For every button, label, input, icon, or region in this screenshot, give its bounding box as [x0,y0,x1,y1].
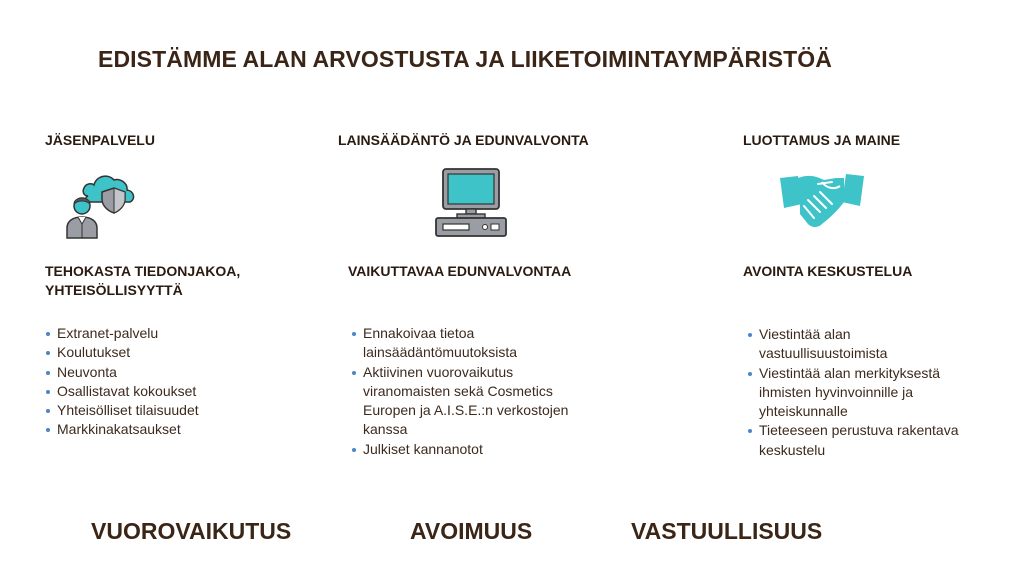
value-vastuullisuus: VASTUULLISUUS [631,518,823,544]
column-title-lainsaadanto: LAINSÄÄDÄNTÖ JA EDUNVALVONTA [338,132,589,148]
subtitle-line: YHTEISÖLLISYYTTÄ [45,282,183,298]
list-item-line: Viestintää alan [759,326,851,342]
list-item-line: Europen ja A.I.S.E.:n verkostojen [363,402,569,419]
list-item [747,421,1007,460]
subtitle-line: AVOINTA KESKUSTELUA [743,263,913,279]
list-item-line: kanssa [363,421,408,438]
list-item-line: ihmisten hyvinvoinnille ja [759,383,914,400]
list-item [351,440,611,459]
list-item: Koulutukset [45,343,285,362]
list-item [747,325,1007,364]
list-item-line: Aktiivinen vuorovaikutus [363,363,514,380]
list-item-line: yhteiskunnalle [759,403,848,420]
value-avoimuus: AVOIMUUS [410,518,533,544]
list-item: Markkinakatsaukset [45,420,285,439]
list-item: Extranet-palvelu [45,324,285,343]
list-item-line: vastuullisuustoimista [759,345,888,362]
list-item-line: Tieteeseen perustuva rakentava [759,422,959,439]
list-item: Yhteisölliset tilaisuudet [45,401,285,420]
list-item-line: lainsäädäntömuutoksista [363,344,518,361]
bullet-list [45,324,285,440]
column-subtitle [45,262,240,300]
list-item [747,364,1007,422]
handshake-icon [778,170,866,241]
bullet-list [747,325,1007,460]
column-title-jasenpalvelu: JÄSENPALVELU [45,132,155,148]
list-item: Osallistavat kokoukset [45,382,285,401]
bullet-list [351,324,611,459]
list-item [351,324,611,363]
list-item-line: viranomaisten sekä Cosmetics [363,382,553,399]
page-title: EDISTÄMME ALAN ARVOSTUSTA JA LIIKETOIMINTAYMPÄRISTÖÄ [98,46,832,72]
desktop-computer-icon [433,167,509,244]
list-item [351,363,611,440]
column-title-luottamus: LUOTTAMUS JA MAINE [743,132,901,148]
list-item-line: Ennakoivaa tietoa [363,325,475,341]
subtitle-line: TEHOKASTA TIEDONJAKOA, [45,263,241,279]
column-subtitle [348,262,571,281]
list-item-line: Viestintää alan merkityksestä [759,364,941,381]
list-item-line: Julkiset kannanotot [363,440,483,457]
user-cloud-shield-icon [64,166,140,245]
column-subtitle [743,262,912,281]
list-item-line: keskustelu [759,441,826,458]
value-vuorovaikutus: VUOROVAIKUTUS [91,518,292,544]
list-item: Neuvonta [45,363,285,382]
subtitle-line: VAIKUTTAVAA EDUNVALVONTAA [348,263,572,279]
